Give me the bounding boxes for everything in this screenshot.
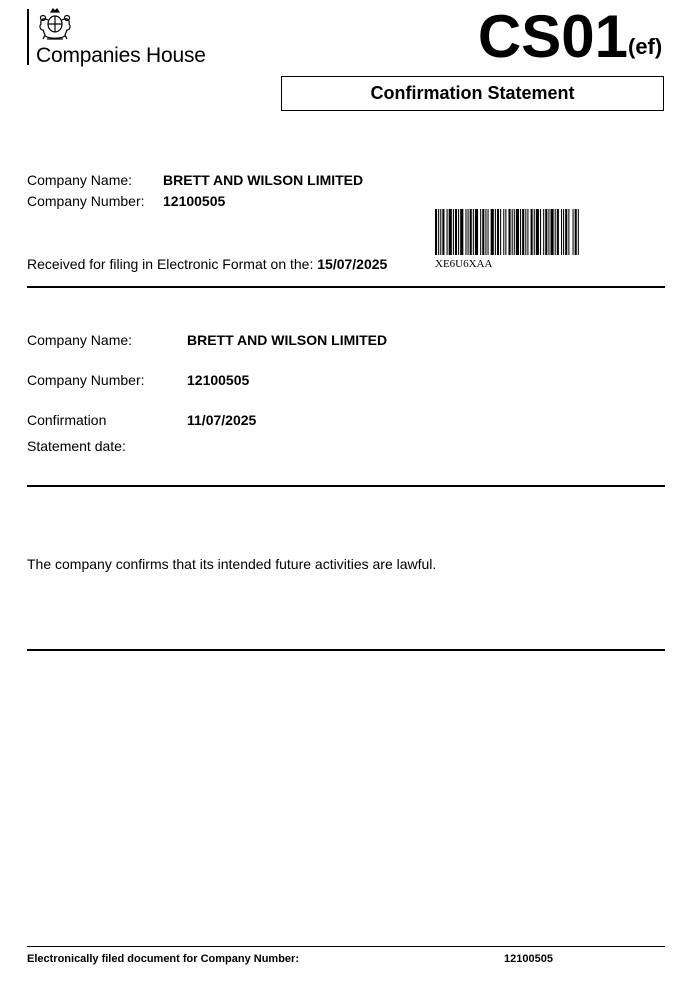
royal-crest-icon bbox=[35, 8, 75, 42]
company-number-label: Company Number: bbox=[27, 372, 145, 388]
barcode-bar bbox=[435, 209, 437, 255]
barcode-bar bbox=[551, 209, 554, 255]
barcode-bar bbox=[505, 209, 506, 255]
divider bbox=[27, 649, 665, 651]
barcode-bar bbox=[495, 209, 496, 255]
form-title-text: Confirmation Statement bbox=[370, 83, 575, 103]
barcode-bar bbox=[568, 209, 569, 255]
barcode-bar bbox=[488, 209, 489, 255]
footer-divider bbox=[27, 946, 665, 947]
footer-company-number: 12100505 bbox=[504, 953, 553, 965]
barcode-bar bbox=[525, 209, 526, 255]
header-company-name-label: Company Name: bbox=[27, 172, 133, 188]
barcode-bar bbox=[578, 209, 579, 255]
barcode-bar bbox=[449, 209, 452, 255]
barcode-bar bbox=[473, 209, 474, 255]
barcode-bar bbox=[482, 209, 484, 255]
barcode-bar bbox=[561, 209, 562, 255]
barcode-bar bbox=[500, 209, 501, 255]
barcode-bar bbox=[534, 209, 535, 255]
barcode-text: XE6U6XAA bbox=[435, 258, 493, 270]
barcode-bar bbox=[468, 209, 469, 255]
divider bbox=[27, 485, 665, 487]
barcode-bar bbox=[565, 209, 567, 255]
received-date: 15/07/2025 bbox=[317, 256, 388, 272]
barcode-bar bbox=[531, 209, 533, 255]
form-title bbox=[281, 76, 664, 111]
header-company-number: 12100505 bbox=[163, 193, 226, 209]
received-line bbox=[27, 255, 387, 273]
barcode-bar bbox=[458, 209, 459, 255]
barcode-bar bbox=[440, 209, 441, 255]
form-code-suffix: (ef) bbox=[628, 34, 663, 59]
barcode-bar bbox=[447, 209, 448, 255]
barcode-bar bbox=[475, 209, 478, 255]
barcode-bar bbox=[540, 209, 541, 255]
barcode-bar bbox=[497, 209, 499, 255]
company-name: BRETT AND WILSON LIMITED bbox=[187, 332, 388, 348]
confirmation-label-line1: Confirmation bbox=[27, 412, 107, 428]
barcode-bar bbox=[522, 209, 524, 255]
barcode-bar bbox=[453, 209, 454, 255]
barcode-bar bbox=[442, 209, 444, 255]
barcode-bar bbox=[491, 209, 494, 255]
barcode-bar bbox=[503, 209, 504, 255]
barcode-bar bbox=[575, 209, 577, 255]
confirmation-date: 11/07/2025 bbox=[187, 412, 257, 428]
barcode-bar bbox=[557, 209, 559, 255]
logo-text: Companies House bbox=[36, 44, 206, 67]
footer-label: Electronically filed document for Company Number: bbox=[27, 953, 299, 965]
barcode-bar bbox=[485, 209, 486, 255]
barcode-bar bbox=[470, 209, 472, 255]
barcode-bar bbox=[545, 209, 547, 255]
barcode-bar bbox=[520, 209, 521, 255]
barcode-bar bbox=[460, 209, 463, 255]
confirmation-label-line2: Statement date: bbox=[27, 438, 126, 454]
lawful-activities-statement: The company confirms that its intended future activities are lawful. bbox=[27, 556, 437, 572]
barcode-bar bbox=[512, 209, 513, 255]
received-label: Received for filing in Electronic Format on the: bbox=[27, 256, 314, 272]
form-code: CS01 bbox=[477, 3, 628, 70]
barcode-bar bbox=[527, 209, 528, 255]
barcode-bar bbox=[548, 209, 549, 255]
barcode-bar bbox=[563, 209, 564, 255]
barcode-bar bbox=[480, 209, 481, 255]
divider bbox=[27, 286, 665, 288]
barcode-bar bbox=[555, 209, 556, 255]
barcode-bar bbox=[514, 209, 515, 255]
header-company-number-label: Company Number: bbox=[27, 193, 145, 209]
barcode-bar bbox=[573, 209, 574, 255]
barcode-bar bbox=[465, 209, 466, 255]
company-number: 12100505 bbox=[187, 372, 250, 388]
barcode bbox=[435, 209, 659, 255]
barcode-bar bbox=[438, 209, 439, 255]
barcode-bar bbox=[536, 209, 539, 255]
header-company-name: BRETT AND WILSON LIMITED bbox=[163, 172, 364, 188]
barcode-bar bbox=[516, 209, 519, 255]
logo-divider bbox=[27, 9, 29, 65]
company-name-label: Company Name: bbox=[27, 332, 133, 348]
barcode-bar bbox=[543, 209, 544, 255]
barcode-bar bbox=[509, 209, 511, 255]
barcode-bar bbox=[455, 209, 457, 255]
